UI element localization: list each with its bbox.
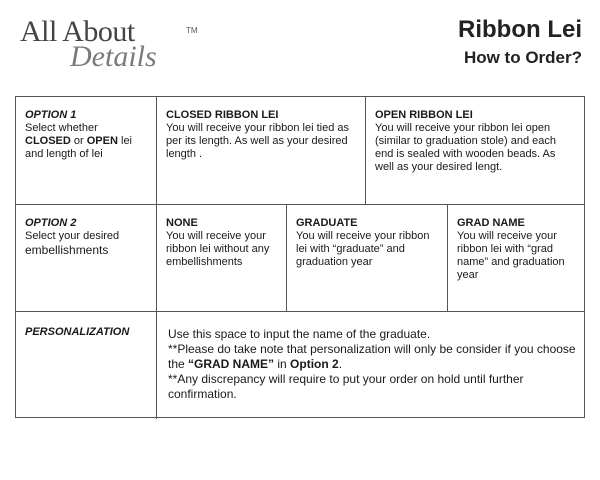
- closed-ribbon-lei-title: CLOSED RIBBON LEI: [166, 109, 279, 121]
- personalization-note2: **Any discrepancy will require to put your order on hold until further confirmation.: [168, 372, 524, 401]
- order-table: [15, 96, 585, 418]
- trademark-mark: TM: [186, 26, 198, 35]
- grad-name-title: GRAD NAME: [457, 217, 525, 229]
- option1-cell: [16, 104, 156, 166]
- page-subtitle: How to Order?: [463, 48, 582, 67]
- personalization-note1: **Please do take note that personalization will only be consider if you choose the “GRAD NAME” in Option 2.: [168, 342, 576, 371]
- none-cell: [157, 212, 286, 274]
- closed-ribbon-lei-text: You will receive your ribbon lei tied as per its length. As well as your desired length .: [166, 122, 350, 160]
- page-title: Ribbon Lei: [458, 16, 582, 43]
- none-text: You will receive your ribbon lei without any embellishments: [166, 230, 270, 268]
- brand-logo-text-top: All About: [20, 15, 135, 48]
- personalization-line1: Use this space to input the name of the graduate.: [168, 327, 431, 341]
- brand-logo: [20, 16, 190, 72]
- open-ribbon-lei-title: OPEN RIBBON LEI: [375, 109, 473, 121]
- brand-logo-text-bottom: Details: [70, 40, 157, 73]
- option1-label: OPTION 1: [25, 109, 77, 121]
- grad-name-cell: [448, 212, 584, 287]
- personalization-label-cell: [16, 321, 156, 344]
- option2-cell: [16, 212, 156, 263]
- graduate-cell: [287, 212, 447, 274]
- personalization-label: PERSONALIZATION: [25, 326, 130, 338]
- personalization-instructions: [157, 322, 585, 407]
- open-ribbon-lei-text: You will receive your ribbon lei open (similar to graduation stole) and each end is sealed with wooden beads. As well as your desired lengt.: [375, 122, 556, 173]
- graduate-text: You will receive your ribbon lei with “graduate” and graduation year: [296, 230, 430, 268]
- row-divider: [16, 311, 584, 312]
- graduate-title: GRADUATE: [296, 217, 358, 229]
- option2-description-line2: embellishments: [25, 243, 109, 257]
- closed-ribbon-lei-cell: [157, 104, 365, 166]
- option2-label: OPTION 2: [25, 217, 77, 229]
- open-ribbon-lei-cell: [366, 104, 584, 179]
- option2-description-line1: Select your desired: [25, 230, 120, 242]
- row-divider: [16, 204, 584, 205]
- none-title: NONE: [166, 217, 198, 229]
- option1-description: Select whether CLOSED or OPEN lei and length of lei: [25, 122, 132, 160]
- grad-name-text: You will receive your ribbon lei with “grad name” and graduation year: [457, 230, 565, 281]
